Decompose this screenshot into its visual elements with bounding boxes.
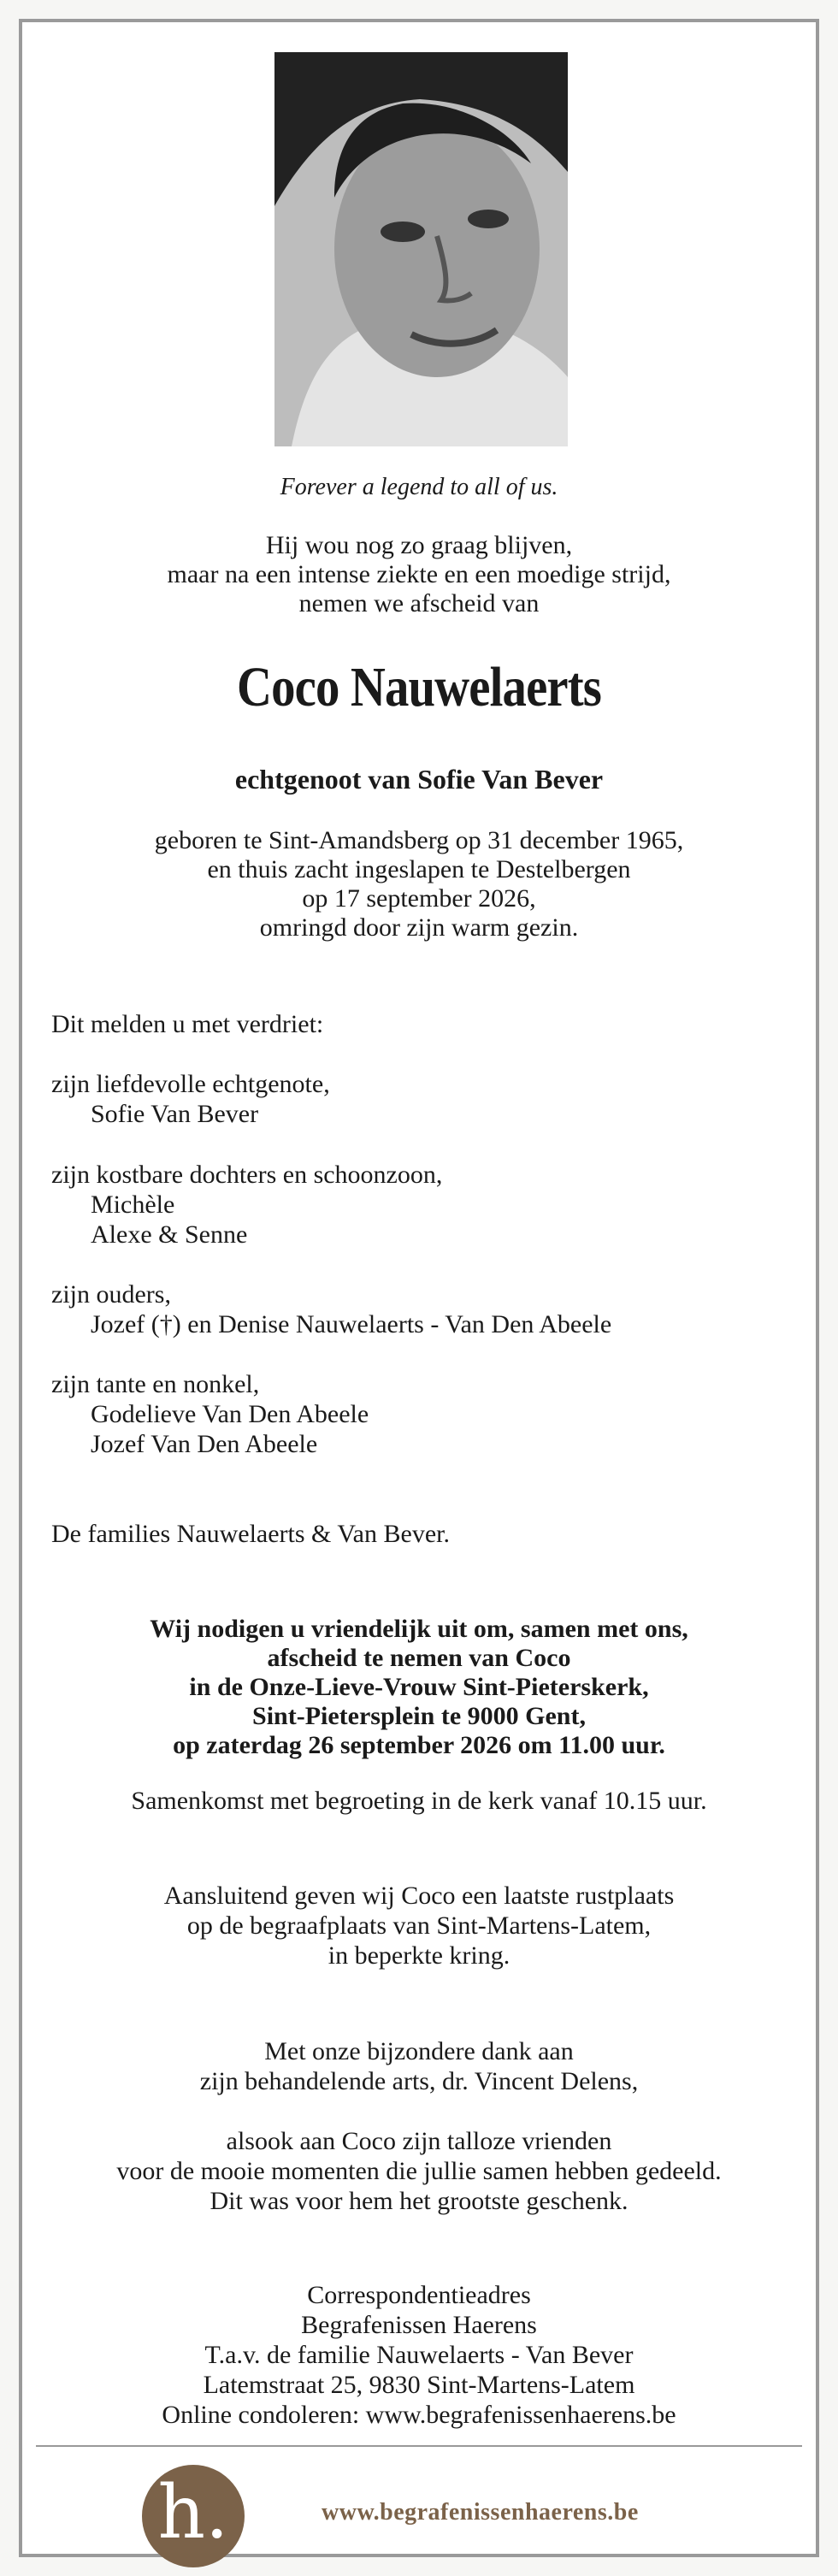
families-signature: De families Nauwelaerts & Van Bever. bbox=[51, 1520, 450, 1548]
family-group-heading: zijn ouders, bbox=[51, 1280, 171, 1309]
burial-note bbox=[22, 1881, 816, 1970]
motto: Forever a legend to all of us. bbox=[280, 474, 558, 500]
family-group-heading: zijn tante en nonkel, bbox=[51, 1370, 260, 1398]
burial-line: Aansluitend geven wij Coco een laatste rustplaats bbox=[163, 1882, 675, 1910]
deceased-name: Coco Nauwelaerts bbox=[236, 656, 602, 718]
burial-line: in beperkte kring. bbox=[328, 1941, 510, 1970]
portrait-photo bbox=[274, 52, 568, 446]
footer-divider bbox=[36, 2445, 802, 2447]
invite-line: Sint-Pietersplein te 9000 Gent, bbox=[252, 1702, 586, 1730]
thanks-doctor bbox=[22, 2036, 816, 2096]
family-member: Alexe & Senne bbox=[91, 1220, 248, 1249]
family-group bbox=[51, 1069, 330, 1129]
thanks-friends bbox=[22, 2126, 816, 2216]
obituary-card bbox=[19, 19, 819, 2557]
address-line: Begrafenissen Haerens bbox=[301, 2311, 537, 2339]
family-member: Godelieve Van Den Abeele bbox=[91, 1400, 369, 1428]
detail-line: op 17 september 2026, bbox=[302, 884, 536, 913]
detail-line: en thuis zacht ingeslapen te Destelbergen bbox=[207, 855, 631, 883]
spouse-line: echtgenoot van Sofie Van Bever bbox=[234, 764, 604, 795]
family-member: Sofie Van Bever bbox=[91, 1100, 259, 1128]
intro-text bbox=[22, 531, 816, 618]
address-line: Correspondentieadres bbox=[307, 2281, 531, 2309]
invite-line: afscheid te nemen van Coco bbox=[267, 1644, 571, 1672]
intro-line: nemen we afscheid van bbox=[298, 589, 540, 617]
condolence-link[interactable]: Online condoleren: www.begrafenissenhaerens.be bbox=[162, 2401, 676, 2429]
burial-line: op de begraafplaats van Sint-Martens-Latem, bbox=[186, 1911, 652, 1940]
invite-line: Wij nodigen u vriendelijk uit om, samen met ons, bbox=[150, 1615, 688, 1643]
invite-line: op zaterdag 26 september 2026 om 11.00 uur. bbox=[173, 1731, 665, 1759]
thanks-line: zijn behandelende arts, dr. Vincent Delens, bbox=[199, 2067, 639, 2095]
birth-death-details bbox=[22, 826, 816, 942]
address-line: T.a.v. de familie Nauwelaerts - Van Bever bbox=[204, 2341, 634, 2369]
meeting-note: Samenkomst met begroeting in de kerk vanaf 10.15 uur. bbox=[131, 1787, 707, 1815]
thanks-line: alsook aan Coco zijn talloze vrienden bbox=[226, 2127, 612, 2155]
family-group bbox=[51, 1279, 611, 1339]
thanks-line: Met onze bijzondere dank aan bbox=[264, 2037, 574, 2065]
family-member: Michèle bbox=[91, 1191, 175, 1219]
family-member: Jozef Van Den Abeele bbox=[91, 1430, 318, 1458]
intro-line: maar na een intense ziekte en een moedige strijd, bbox=[167, 560, 671, 588]
invite-line: in de Onze-Lieve-Vrouw Sint-Pieterskerk, bbox=[189, 1673, 649, 1701]
thanks-line: voor de mooie momenten die jullie samen hebben gedeeld. bbox=[116, 2157, 722, 2185]
website-link[interactable]: www.begrafenissenhaerens.be bbox=[322, 2499, 639, 2526]
family-group-heading: zijn kostbare dochters en schoonzoon, bbox=[51, 1161, 443, 1189]
thanks-line: Dit was voor hem het grootste geschenk. bbox=[210, 2187, 628, 2215]
detail-line: geboren te Sint-Amandsberg op 31 december 1965, bbox=[154, 826, 684, 854]
family-group bbox=[51, 1369, 369, 1459]
family-group bbox=[51, 1160, 442, 1250]
announcement: Dit melden u met verdriet: bbox=[51, 1010, 324, 1038]
family-group-heading: zijn liefdevolle echtgenote, bbox=[51, 1070, 330, 1098]
intro-line: Hij wou nog zo graag blijven, bbox=[265, 531, 573, 559]
detail-line: omringd door zijn warm gezin. bbox=[259, 913, 579, 942]
correspondence-address bbox=[22, 2280, 816, 2430]
family-member: Jozef (†) en Denise Nauwelaerts - Van Den Abeele bbox=[91, 1310, 612, 1338]
address-line: Latemstraat 25, 9830 Sint-Martens-Latem bbox=[203, 2371, 635, 2399]
funeral-home-logo: h. bbox=[142, 2465, 245, 2567]
funeral-invitation bbox=[22, 1615, 816, 1760]
